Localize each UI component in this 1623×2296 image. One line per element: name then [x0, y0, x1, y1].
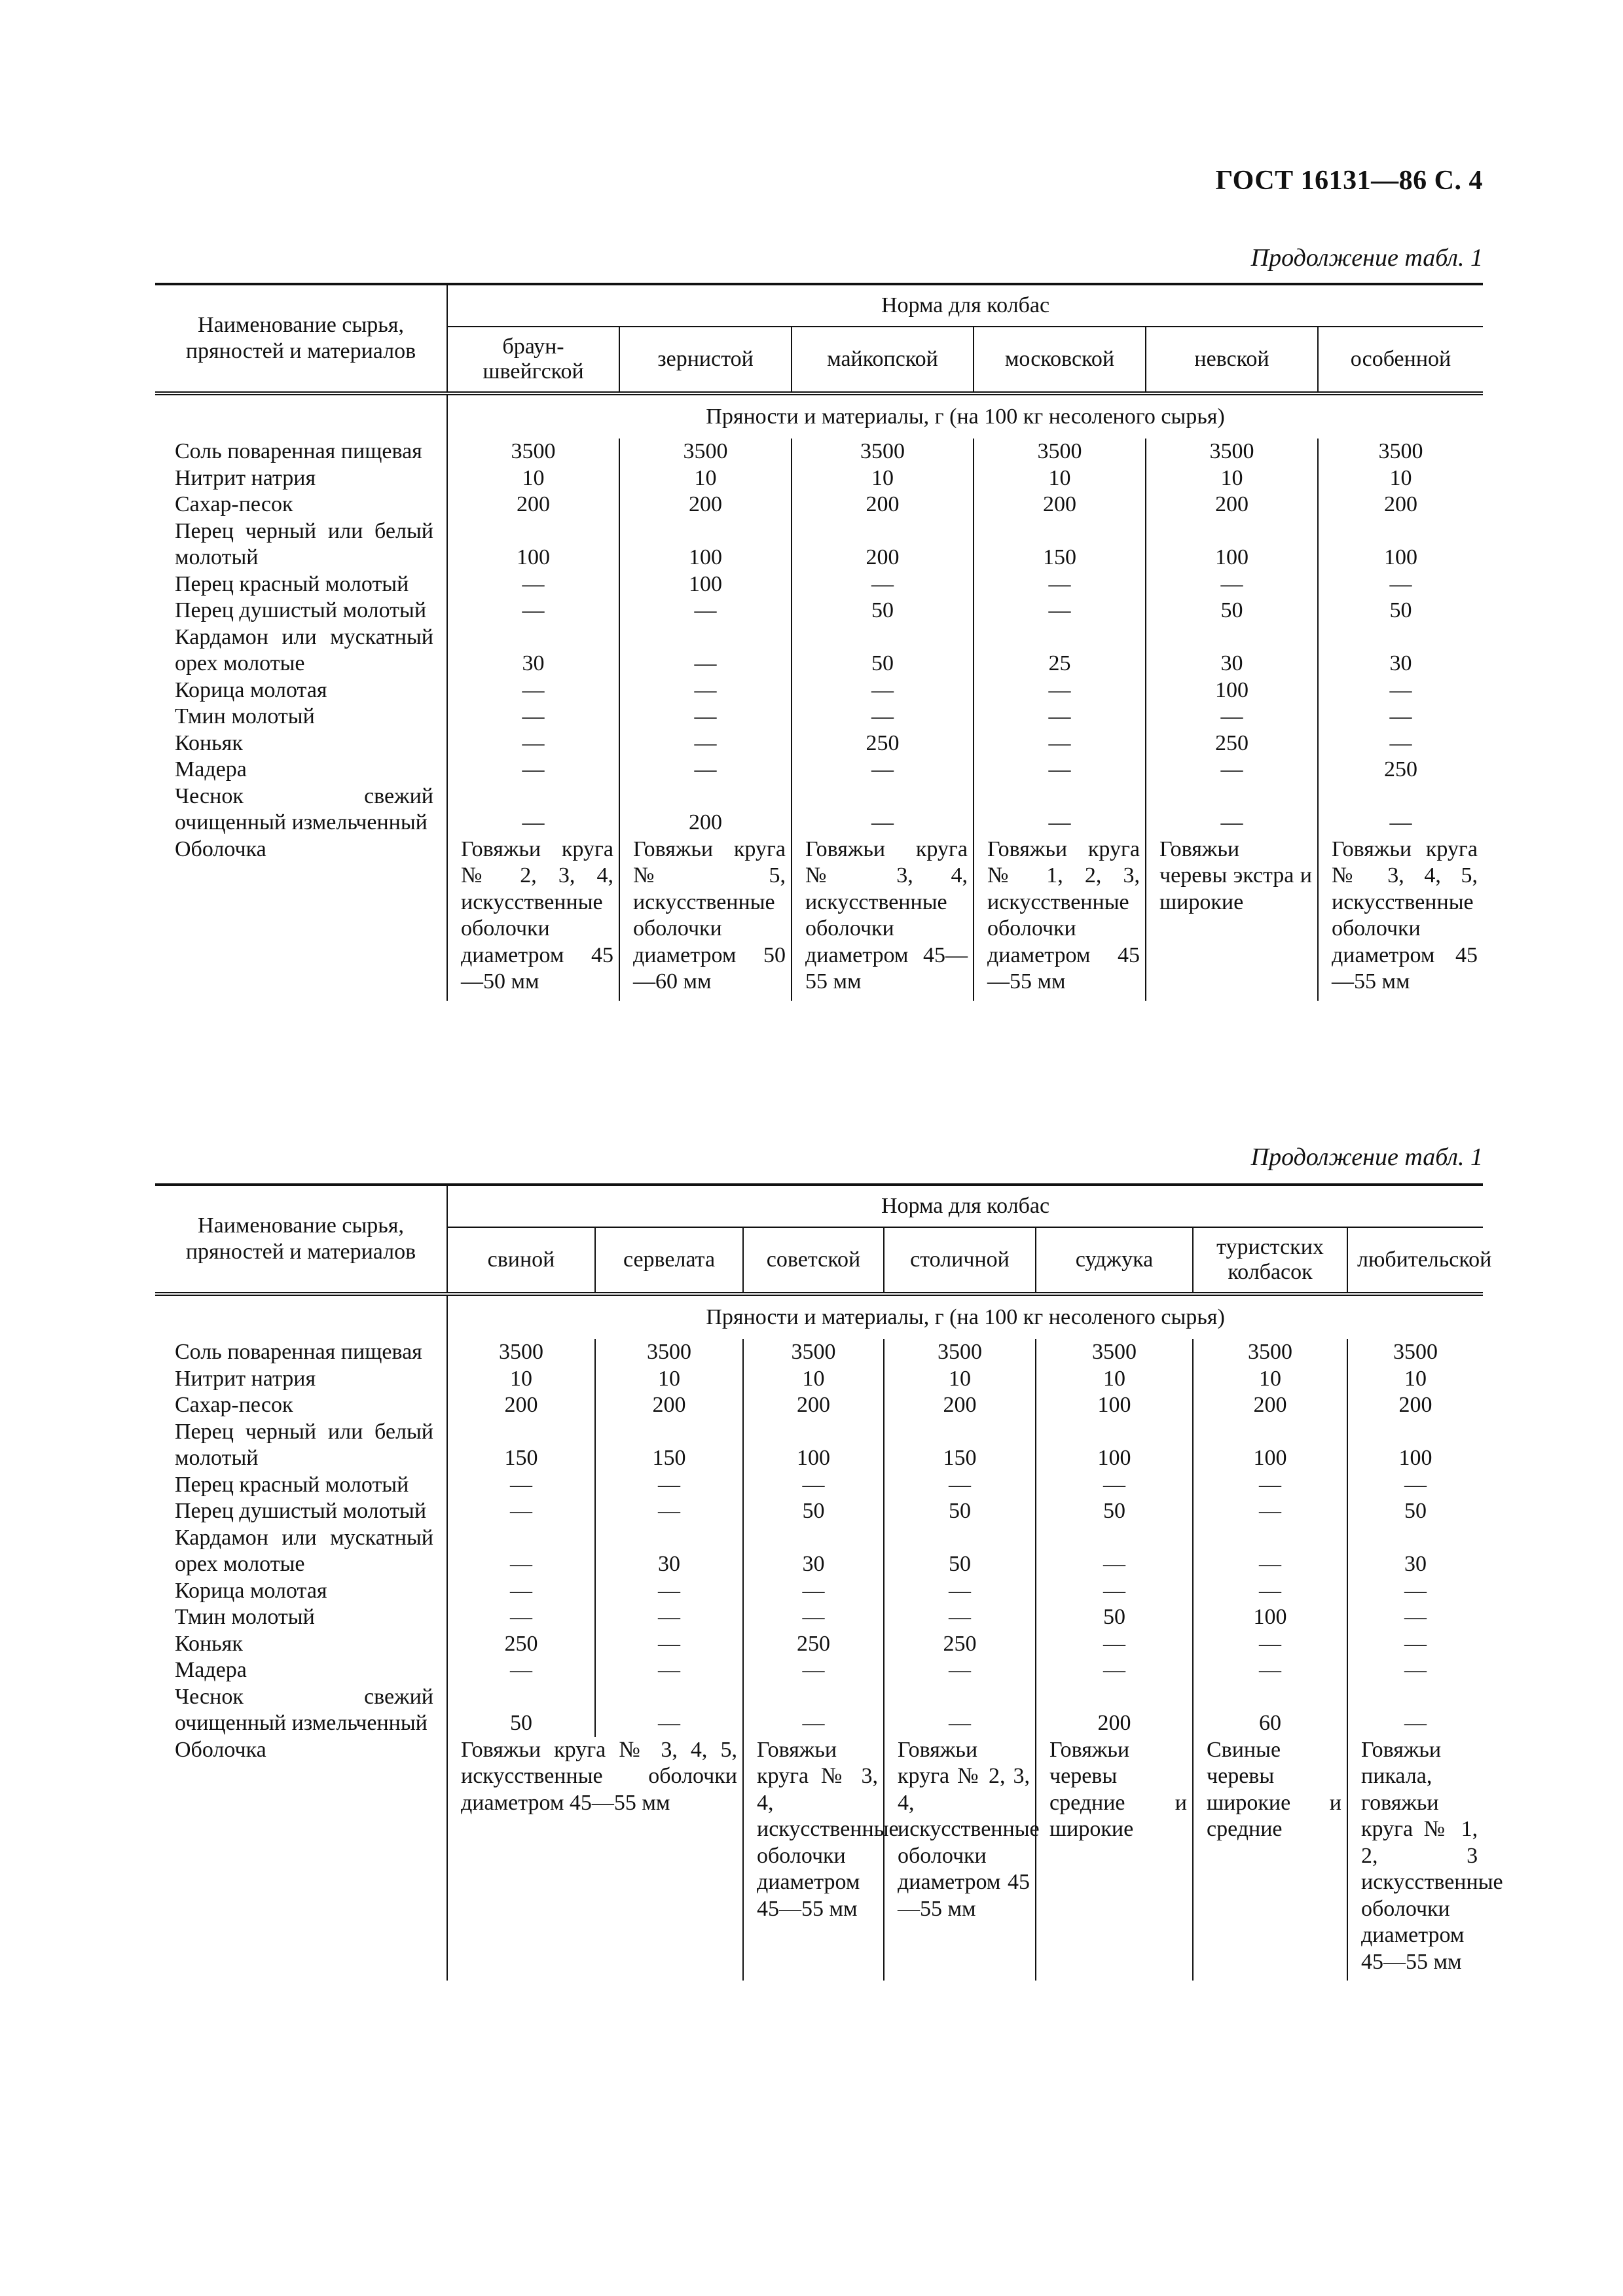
- column-header: туристских колбасок: [1193, 1227, 1347, 1294]
- norm-value: —: [1036, 1525, 1193, 1578]
- ingredient-name: Кардамон или мускатный орех молотые: [175, 1525, 433, 1576]
- casing-value: Говяжьи круга № 3, 4, искусственные оболочки диаметром 45—55 мм: [792, 836, 974, 1001]
- norm-value: 10: [1193, 1366, 1347, 1393]
- ingredient-name: Корица молотая: [175, 1578, 327, 1603]
- norm-value: —: [619, 677, 792, 704]
- ingredient-name: Кардамон или мускатный орех молотые: [175, 624, 433, 675]
- ingredient-name: Соль поваренная пищевая: [175, 439, 422, 463]
- norm-value: —: [619, 598, 792, 624]
- norm-value: 150: [595, 1419, 743, 1472]
- norm-value: 10: [447, 1366, 595, 1393]
- ingredient-name: Нитрит натрия: [175, 465, 316, 490]
- norm-value: 100: [1193, 1604, 1347, 1631]
- casing-value: Говяжьи круга № 2, 3, 4, искусственные оболочки диаметром 45—55 мм: [884, 1737, 1036, 1981]
- norm-value: —: [743, 1604, 884, 1631]
- column-header: майкопской: [792, 327, 974, 393]
- name-column-header: Наименование сырья, пряностей и материалов: [155, 284, 447, 393]
- column-header: браун-швейгской: [447, 327, 619, 393]
- norm-value: 30: [1146, 624, 1318, 677]
- norm-value: 50: [1146, 598, 1318, 624]
- ingredient-name: Соль поваренная пищевая: [175, 1340, 422, 1364]
- norm-value: 200: [1036, 1684, 1193, 1737]
- norm-value: —: [974, 730, 1146, 757]
- table-row: [155, 757, 1483, 783]
- norm-value: —: [1318, 783, 1483, 836]
- norm-value: 200: [447, 1392, 595, 1419]
- norm-value: 250: [1146, 730, 1318, 757]
- norm-value: 100: [447, 518, 619, 571]
- page-header: ГОСТ 16131—86 С. 4: [1215, 166, 1483, 196]
- table-row: [155, 624, 1483, 677]
- norm-value: 10: [1347, 1366, 1483, 1393]
- norm-value: —: [447, 757, 619, 783]
- norm-value: 60: [1193, 1684, 1347, 1737]
- casing-value: Говяжьи круга № 2, 3, 4, искусственные оболочки диаметром 45—50 мм: [447, 836, 619, 1001]
- norm-value: —: [1347, 1578, 1483, 1605]
- norm-value: 30: [1347, 1525, 1483, 1578]
- norm-value: 250: [1318, 757, 1483, 783]
- column-header: суджука: [1036, 1227, 1193, 1294]
- section-caption: Пряности и материалы, г (на 100 кг несоленого сырья): [447, 1294, 1483, 1339]
- ingredient-name: Перец красный молотый: [175, 571, 409, 596]
- norm-value: —: [743, 1472, 884, 1499]
- norm-value: —: [974, 757, 1146, 783]
- norm-value: 10: [619, 465, 792, 492]
- norm-value: 200: [619, 492, 792, 518]
- norm-value: 150: [974, 518, 1146, 571]
- norm-value: —: [1347, 1657, 1483, 1684]
- norm-value: —: [1036, 1578, 1193, 1605]
- norm-value: 10: [792, 465, 974, 492]
- ingredient-name: Чеснок свежий очищенный измельченный: [175, 1684, 433, 1735]
- norm-value: —: [1146, 704, 1318, 730]
- casing-value: Говяжьи круга № 3, 4, искусственные оболочки диаметром 45—55 мм: [743, 1737, 884, 1981]
- norm-value: —: [447, 783, 619, 836]
- spice-norms-table-1: [155, 283, 1483, 1001]
- table-row: [155, 465, 1483, 492]
- norm-value: 50: [792, 598, 974, 624]
- ingredient-name: Нитрит натрия: [175, 1366, 316, 1391]
- column-header: любительской: [1347, 1227, 1483, 1294]
- norm-value: 250: [743, 1631, 884, 1658]
- norm-value: —: [1036, 1472, 1193, 1499]
- norm-value: —: [447, 598, 619, 624]
- norm-value: —: [595, 1498, 743, 1525]
- norm-value: —: [595, 1604, 743, 1631]
- casing-value: Говяжьи пикала, говяжьи круга № 1, 2, 3 искусственные оболочки диаметром 45—55 мм: [1347, 1737, 1483, 1981]
- casing-value: Говяжьи круга № 3, 4, 5, искусственные оболочки диаметром 45—55 мм: [447, 1737, 743, 1981]
- table-row: [155, 1657, 1483, 1684]
- norm-header: Норма для колбас: [447, 284, 1483, 327]
- ingredient-name: Коньяк: [175, 730, 243, 755]
- norm-value: 3500: [1036, 1339, 1193, 1366]
- norm-value: 30: [1318, 624, 1483, 677]
- norm-value: —: [1318, 704, 1483, 730]
- norm-value: —: [1036, 1657, 1193, 1684]
- table-row: [155, 783, 1483, 836]
- ingredient-name: Мадера: [175, 1658, 247, 1682]
- norm-value: 10: [1036, 1366, 1193, 1393]
- norm-value: —: [595, 1631, 743, 1658]
- ingredient-name: Оболочка: [175, 1737, 266, 1762]
- norm-value: —: [1318, 677, 1483, 704]
- norm-value: —: [1193, 1657, 1347, 1684]
- table-row: [155, 439, 1483, 465]
- norm-value: —: [743, 1578, 884, 1605]
- norm-value: —: [595, 1657, 743, 1684]
- ingredient-name: Тмин молотый: [175, 704, 315, 728]
- norm-value: —: [447, 1498, 595, 1525]
- norm-value: 10: [447, 465, 619, 492]
- norm-value: —: [595, 1684, 743, 1737]
- norm-value: —: [974, 783, 1146, 836]
- norm-value: —: [1036, 1631, 1193, 1658]
- table-row: [155, 1737, 1483, 1981]
- norm-value: 100: [619, 571, 792, 598]
- norm-value: 100: [1193, 1419, 1347, 1472]
- norm-value: —: [1146, 783, 1318, 836]
- norm-value: 100: [619, 518, 792, 571]
- norm-value: —: [1193, 1525, 1347, 1578]
- norm-value: —: [447, 677, 619, 704]
- column-header: сервелата: [595, 1227, 743, 1294]
- ingredient-name: Оболочка: [175, 836, 266, 861]
- norm-value: —: [884, 1657, 1036, 1684]
- column-header: особенной: [1318, 327, 1483, 393]
- casing-value: Говяжьи круга № 1, 2, 3, искусственные оболочки диаметром 45—55 мм: [974, 836, 1146, 1001]
- norm-value: 150: [447, 1419, 595, 1472]
- norm-value: 3500: [884, 1339, 1036, 1366]
- table-row: [155, 1684, 1483, 1737]
- norm-value: 200: [1347, 1392, 1483, 1419]
- table-row: [155, 836, 1483, 1001]
- table-row: [155, 1631, 1483, 1658]
- column-header: невской: [1146, 327, 1318, 393]
- table-row: [155, 1392, 1483, 1419]
- norm-value: 50: [447, 1684, 595, 1737]
- norm-value: 50: [792, 624, 974, 677]
- norm-value: 3500: [619, 439, 792, 465]
- norm-value: 200: [447, 492, 619, 518]
- casing-value: Свиные черевы широкие и средние: [1193, 1737, 1347, 1981]
- norm-value: 3500: [1146, 439, 1318, 465]
- norm-value: —: [1193, 1631, 1347, 1658]
- norm-value: —: [619, 704, 792, 730]
- norm-value: —: [1193, 1472, 1347, 1499]
- ingredient-name: Перец красный молотый: [175, 1472, 409, 1497]
- norm-value: 50: [1036, 1604, 1193, 1631]
- norm-value: 100: [743, 1419, 884, 1472]
- norm-value: 200: [595, 1392, 743, 1419]
- norm-value: 250: [447, 1631, 595, 1658]
- table-row: [155, 1525, 1483, 1578]
- norm-value: 200: [792, 492, 974, 518]
- table-row: [155, 677, 1483, 704]
- norm-value: 250: [792, 730, 974, 757]
- norm-value: 50: [884, 1498, 1036, 1525]
- norm-value: —: [884, 1684, 1036, 1737]
- norm-value: 200: [1318, 492, 1483, 518]
- norm-value: 3500: [792, 439, 974, 465]
- norm-value: —: [743, 1657, 884, 1684]
- norm-value: —: [595, 1472, 743, 1499]
- spice-norms-table-2: [155, 1183, 1503, 1981]
- norm-value: —: [1193, 1578, 1347, 1605]
- ingredient-name: Коньяк: [175, 1631, 243, 1656]
- norm-value: —: [1318, 730, 1483, 757]
- norm-value: —: [792, 677, 974, 704]
- norm-value: 3500: [447, 439, 619, 465]
- column-header: московской: [974, 327, 1146, 393]
- norm-value: —: [447, 1578, 595, 1605]
- norm-value: —: [447, 1657, 595, 1684]
- table-row: [155, 518, 1483, 571]
- norm-value: 3500: [1193, 1339, 1347, 1366]
- norm-value: —: [974, 677, 1146, 704]
- norm-value: 25: [974, 624, 1146, 677]
- norm-value: —: [792, 704, 974, 730]
- norm-value: 10: [1318, 465, 1483, 492]
- norm-value: —: [447, 1472, 595, 1499]
- ingredient-name: Чеснок свежий очищенный измельченный: [175, 783, 433, 834]
- norm-value: 50: [1347, 1498, 1483, 1525]
- norm-value: —: [884, 1472, 1036, 1499]
- norm-value: 50: [1318, 598, 1483, 624]
- norm-value: 10: [1146, 465, 1318, 492]
- column-header: столичной: [884, 1227, 1036, 1294]
- norm-value: 10: [884, 1366, 1036, 1393]
- ingredient-name: Перец душистый молотый: [175, 598, 427, 622]
- norm-value: 10: [743, 1366, 884, 1393]
- casing-value: Говяжьи круга № 3, 4, 5, искусственные оболочки диаметром 45—55 мм: [1318, 836, 1483, 1001]
- norm-value: —: [447, 571, 619, 598]
- ingredient-name: Сахар-песок: [175, 492, 293, 516]
- norm-value: 100: [1146, 677, 1318, 704]
- norm-value: 200: [884, 1392, 1036, 1419]
- ingredient-name: Сахар-песок: [175, 1393, 293, 1417]
- norm-value: 3500: [447, 1339, 595, 1366]
- norm-value: 200: [974, 492, 1146, 518]
- norm-value: —: [1347, 1631, 1483, 1658]
- norm-value: 100: [1036, 1392, 1193, 1419]
- norm-value: —: [792, 783, 974, 836]
- column-header: советской: [743, 1227, 884, 1294]
- norm-value: 250: [884, 1631, 1036, 1658]
- ingredient-name: Перец черный или белый молотый: [175, 518, 433, 569]
- casing-value: Говяжьи черевы экстра и широкие: [1146, 836, 1318, 1001]
- norm-value: 30: [595, 1525, 743, 1578]
- norm-value: 200: [619, 783, 792, 836]
- name-column-header: Наименование сырья, пряностей и материалов: [155, 1185, 447, 1294]
- table-row: [155, 1339, 1483, 1366]
- norm-value: —: [447, 704, 619, 730]
- norm-value: 50: [884, 1525, 1036, 1578]
- table-continuation-label: Продолжение табл. 1: [1250, 244, 1483, 272]
- norm-value: 200: [743, 1392, 884, 1419]
- norm-value: —: [974, 704, 1146, 730]
- norm-value: 100: [1146, 518, 1318, 571]
- norm-value: —: [974, 571, 1146, 598]
- norm-value: —: [447, 1525, 595, 1578]
- table-row: [155, 571, 1483, 598]
- norm-value: 200: [1146, 492, 1318, 518]
- norm-value: —: [619, 624, 792, 677]
- norm-value: —: [1146, 757, 1318, 783]
- table-row: [155, 1498, 1483, 1525]
- norm-value: 3500: [974, 439, 1146, 465]
- table-row: [155, 730, 1483, 757]
- norm-value: 200: [792, 518, 974, 571]
- norm-value: 3500: [1347, 1339, 1483, 1366]
- ingredient-name: Перец душистый молотый: [175, 1499, 427, 1523]
- ingredient-name: Корица молотая: [175, 677, 327, 702]
- norm-value: 3500: [1318, 439, 1483, 465]
- norm-value: —: [447, 730, 619, 757]
- table-row: [155, 1604, 1483, 1631]
- norm-value: 10: [595, 1366, 743, 1393]
- norm-value: 30: [447, 624, 619, 677]
- norm-value: —: [1146, 571, 1318, 598]
- table-row: [155, 598, 1483, 624]
- norm-value: —: [1347, 1604, 1483, 1631]
- norm-value: —: [595, 1578, 743, 1605]
- norm-value: —: [974, 598, 1146, 624]
- table-row: [155, 1366, 1483, 1393]
- table-continuation-label: Продолжение табл. 1: [1250, 1143, 1483, 1171]
- norm-value: —: [619, 757, 792, 783]
- table-row: [155, 492, 1483, 518]
- table-row: [155, 1578, 1483, 1605]
- norm-value: —: [792, 571, 974, 598]
- norm-value: —: [792, 757, 974, 783]
- norm-value: —: [743, 1684, 884, 1737]
- norm-value: —: [884, 1604, 1036, 1631]
- norm-value: 100: [1347, 1419, 1483, 1472]
- norm-value: 200: [1193, 1392, 1347, 1419]
- norm-value: —: [1193, 1498, 1347, 1525]
- ingredient-name: Перец черный или белый молотый: [175, 1419, 433, 1470]
- norm-value: —: [1347, 1472, 1483, 1499]
- norm-value: 50: [1036, 1498, 1193, 1525]
- norm-value: 50: [743, 1498, 884, 1525]
- casing-value: Говяжьи черевы средние и широкие: [1036, 1737, 1193, 1981]
- table-row: [155, 704, 1483, 730]
- table-row: [155, 1419, 1483, 1472]
- norm-value: 3500: [743, 1339, 884, 1366]
- norm-header: Норма для колбас: [447, 1185, 1483, 1227]
- norm-value: 3500: [595, 1339, 743, 1366]
- column-header: зернистой: [619, 327, 792, 393]
- norm-value: —: [884, 1578, 1036, 1605]
- norm-value: 10: [974, 465, 1146, 492]
- column-header: свиной: [447, 1227, 595, 1294]
- norm-value: —: [1318, 571, 1483, 598]
- section-caption: Пряности и материалы, г (на 100 кг несоленого сырья): [447, 393, 1483, 439]
- norm-value: 30: [743, 1525, 884, 1578]
- table-row: [155, 1472, 1483, 1499]
- norm-value: —: [619, 730, 792, 757]
- casing-value: Говяжьи круга № 5, искусственные оболочки диаметром 50—60 мм: [619, 836, 792, 1001]
- norm-value: 100: [1036, 1419, 1193, 1472]
- norm-value: —: [447, 1604, 595, 1631]
- norm-value: 100: [1318, 518, 1483, 571]
- ingredient-name: Тмин молотый: [175, 1605, 315, 1629]
- norm-value: 150: [884, 1419, 1036, 1472]
- norm-value: —: [1347, 1684, 1483, 1737]
- ingredient-name: Мадера: [175, 757, 247, 781]
